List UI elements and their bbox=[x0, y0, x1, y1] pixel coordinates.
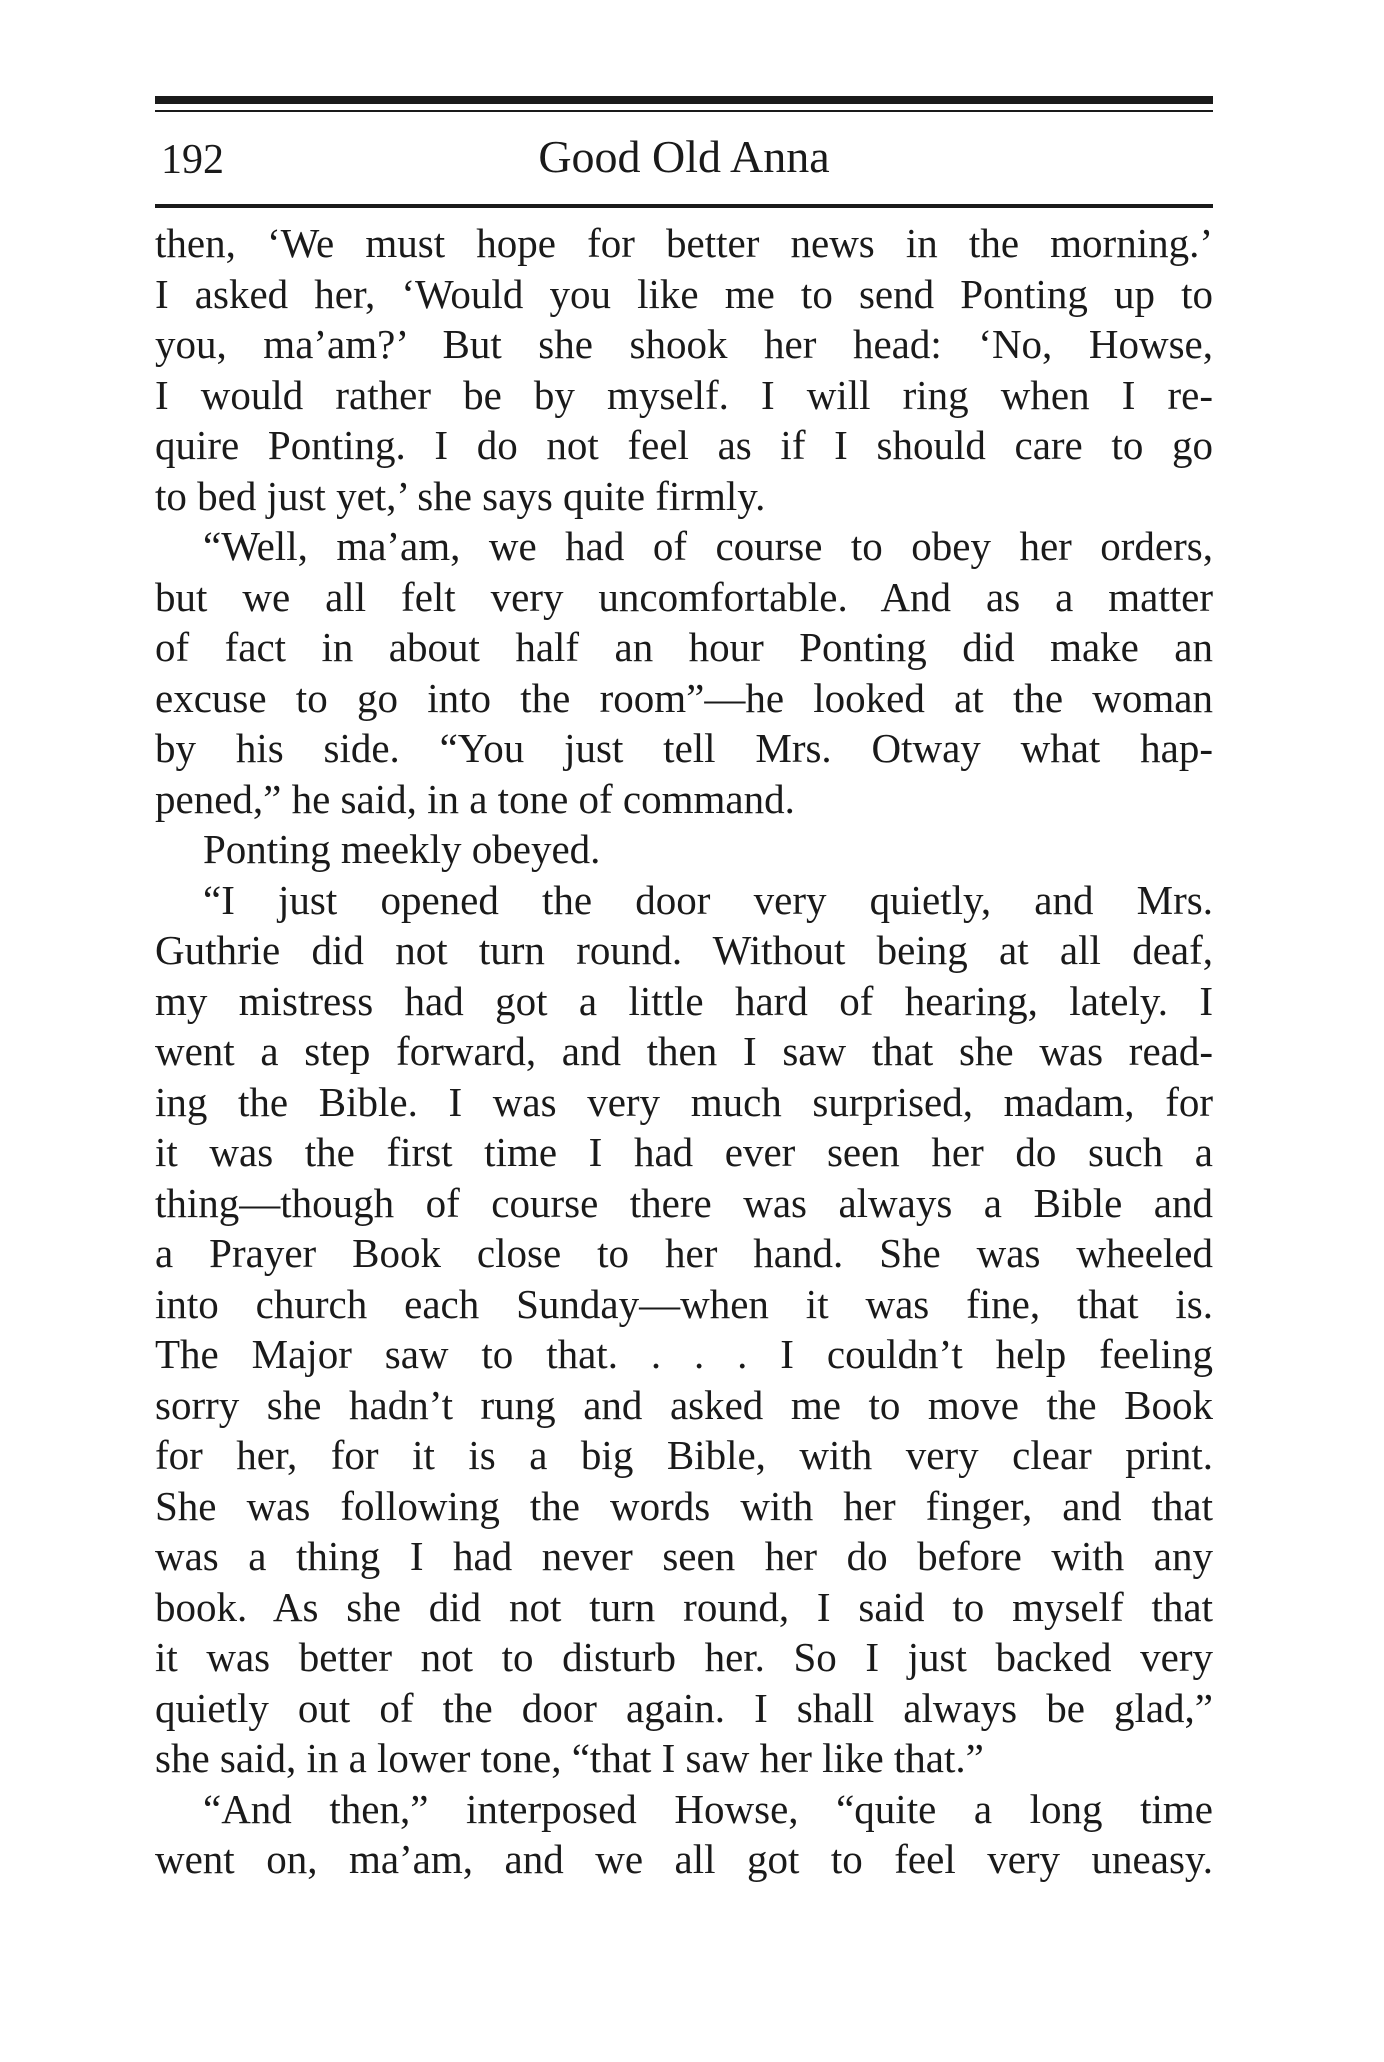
page-number: 192 bbox=[161, 137, 224, 183]
text-line: “And then,” interposed Howse, “quite a long time bbox=[203, 1785, 1213, 1832]
text-line: pened,” he said, in a tone of command. bbox=[155, 775, 795, 822]
text-line: my mistress had got a little hard of hearing, lately. I bbox=[155, 977, 1213, 1024]
text-line: then, ‘We must hope for better news in the morning.’ bbox=[155, 220, 1213, 266]
text-line: sorry she hadn’t rung and asked me to move the Book bbox=[155, 1381, 1213, 1428]
text-line: thing—though of course there was always a Bible and bbox=[155, 1179, 1213, 1226]
text-line: to bed just yet,’ she says quite firmly. bbox=[155, 472, 766, 519]
text-line: book. As she did not turn round, I said to myself that bbox=[155, 1583, 1213, 1630]
header-rule-thick bbox=[155, 96, 1213, 104]
header-rule-bottom bbox=[155, 204, 1213, 208]
text-line: “I just opened the door very quietly, and Mrs. bbox=[203, 876, 1213, 923]
text-line: Ponting meekly obeyed. bbox=[203, 826, 601, 872]
text-line: “Well, ma’am, we had of course to obey her orders, bbox=[203, 523, 1213, 569]
text-line: it was the first time I had ever seen her do such a bbox=[155, 1129, 1213, 1175]
text-line: went on, ma’am, and we all got to feel very uneasy. bbox=[155, 1836, 1213, 1882]
text-line: it was better not to disturb her. So I just backed very bbox=[155, 1634, 1213, 1680]
text-line: but we all felt very uncomfortable. And as a matter bbox=[155, 573, 1213, 620]
text-line: I asked her, ‘Would you like me to send Ponting up to bbox=[155, 270, 1213, 317]
running-title: Good Old Anna bbox=[538, 131, 830, 182]
body-text bbox=[155, 218, 1213, 1885]
text-line: a Prayer Book close to her hand. She was wheeled bbox=[155, 1230, 1213, 1276]
header-rule-thin bbox=[155, 110, 1213, 112]
text-line: for her, for it is a big Bible, with very clear print. bbox=[155, 1432, 1213, 1478]
text-line: Guthrie did not turn round. Without being at all deaf, bbox=[155, 927, 1213, 973]
text-line: I would rather be by myself. I will ring when I re- bbox=[155, 371, 1213, 418]
text-line: was a thing I had never seen her do before with any bbox=[155, 1533, 1213, 1579]
text-line: quire Ponting. I do not feel as if I should care to go bbox=[155, 422, 1213, 468]
text-line: went a step forward, and then I saw that she was read- bbox=[155, 1028, 1213, 1074]
text-line: you, ma’am?’ But she shook her head: ‘No, Howse, bbox=[155, 321, 1213, 367]
text-line: into church each Sunday—when it was fine, that is. bbox=[155, 1280, 1213, 1327]
text-line: quietly out of the door again. I shall always be glad,” bbox=[155, 1684, 1213, 1731]
text-line: ing the Bible. I was very much surprised, madam, for bbox=[155, 1078, 1213, 1125]
text-line: by his side. “You just tell Mrs. Otway what hap- bbox=[155, 725, 1213, 771]
text-line: She was following the words with her finger, and that bbox=[155, 1482, 1213, 1529]
text-line: of fact in about half an hour Ponting did make an bbox=[155, 624, 1213, 670]
text-line: The Major saw to that. . . . I couldn’t help feeling bbox=[155, 1331, 1213, 1377]
running-header bbox=[155, 122, 1213, 196]
text-line: she said, in a lower tone, “that I saw her like that.” bbox=[155, 1735, 984, 1781]
text-line: excuse to go into the room”—he looked at the woman bbox=[155, 674, 1213, 721]
